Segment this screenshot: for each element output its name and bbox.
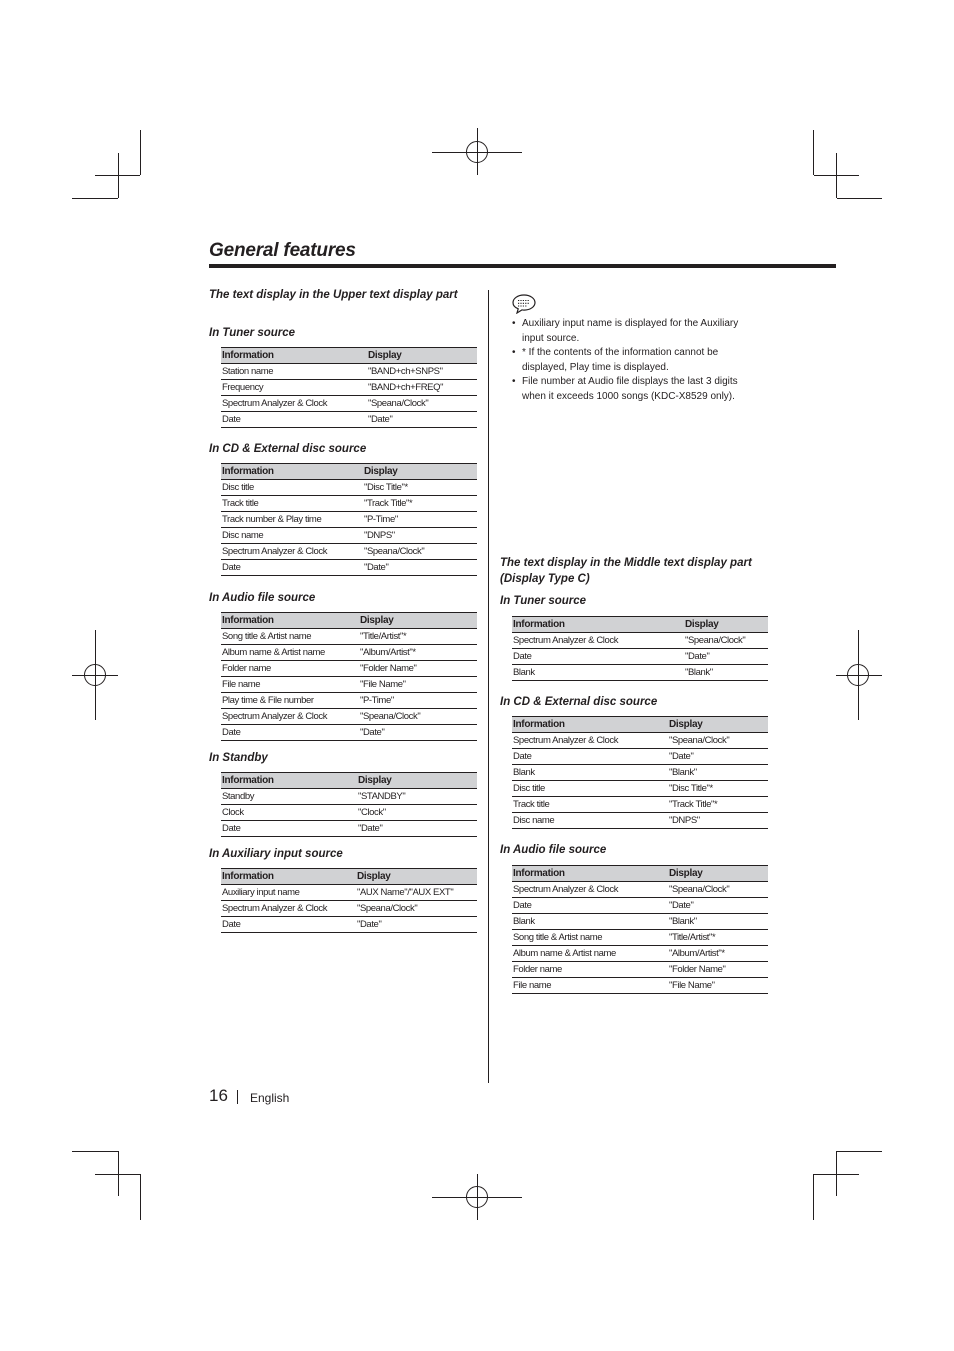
column-header-display: Display (684, 617, 768, 633)
column-header-information: Information (221, 773, 357, 789)
table-row (221, 885, 477, 901)
cell-information: Disc title (221, 480, 363, 496)
upper-display-heading: The text display in the Upper text display part (209, 289, 458, 301)
middle-tuner-table (512, 616, 768, 681)
table-row (221, 709, 477, 725)
cell-information: Spectrum Analyzer & Clock (221, 396, 367, 412)
note-icon (512, 294, 536, 319)
table-row (512, 978, 768, 994)
cell-information: Date (221, 917, 356, 933)
cell-display: "Speana/Clock" (363, 544, 477, 560)
table-row (221, 512, 477, 528)
cell-information: Frequency (221, 380, 367, 396)
cell-display: "Speana/Clock" (367, 396, 477, 412)
table-header-row (512, 866, 768, 882)
table-header-row (221, 613, 477, 629)
table-header-row (221, 464, 477, 480)
column-header-information: Information (512, 866, 668, 882)
table-row (512, 649, 768, 665)
upper-standby-table (221, 772, 477, 837)
cell-information: Play time & File number (221, 693, 359, 709)
cell-information: Blank (512, 765, 668, 781)
cell-information: File name (221, 677, 359, 693)
cell-display: "Date" (363, 560, 477, 576)
cell-information: Date (221, 725, 359, 741)
cell-display: "Title/Artist"* (359, 629, 477, 645)
table-row (221, 560, 477, 576)
cell-display: "Disc Title"* (668, 781, 768, 797)
cell-display: "P-Time" (363, 512, 477, 528)
table-row (221, 677, 477, 693)
table-row (221, 528, 477, 544)
page-number: 16 (209, 1086, 228, 1105)
cell-information: Folder name (512, 962, 668, 978)
cell-information: Disc title (512, 781, 668, 797)
cell-information: Standby (221, 789, 357, 805)
cell-information: Track title (512, 797, 668, 813)
note-item: • * If the contents of the information cannot be displayed, Play time is displayed. (512, 347, 719, 373)
cell-information: Spectrum Analyzer & Clock (221, 901, 356, 917)
cell-display: "BAND+ch+SNPS" (367, 364, 477, 380)
cell-information: Album name & Artist name (221, 645, 359, 661)
table-row (512, 914, 768, 930)
table-row (512, 946, 768, 962)
cell-display: "Blank" (668, 765, 768, 781)
cell-information: Spectrum Analyzer & Clock (512, 633, 684, 649)
table-title: In Tuner source (500, 595, 587, 607)
table-row (512, 962, 768, 978)
table-row (512, 797, 768, 813)
table-row (512, 930, 768, 946)
column-header-information: Information (221, 348, 367, 364)
cell-display: "Date" (356, 917, 477, 933)
notes-list (512, 317, 752, 404)
middle-audio-table (512, 865, 768, 994)
cell-display: "Folder Name" (668, 962, 768, 978)
table-row (221, 364, 477, 380)
cell-display: "Track Title"* (363, 496, 477, 512)
column-header-display: Display (357, 773, 477, 789)
table-row (512, 882, 768, 898)
table-row (221, 821, 477, 837)
cell-information: Spectrum Analyzer & Clock (512, 882, 668, 898)
cell-information: Date (221, 412, 367, 428)
table-title: In Audio file source (209, 592, 316, 604)
cell-information: Folder name (221, 661, 359, 677)
cell-information: Spectrum Analyzer & Clock (221, 709, 359, 725)
cell-information: Spectrum Analyzer & Clock (221, 544, 363, 560)
table-row (221, 480, 477, 496)
cell-information: Track title (221, 496, 363, 512)
table-title: In Tuner source (209, 327, 296, 339)
table-title: In Standby (209, 752, 268, 764)
column-divider (488, 290, 489, 1083)
column-header-display: Display (363, 464, 477, 480)
cell-display: "Clock" (357, 805, 477, 821)
cell-display: "Date" (668, 898, 768, 914)
cell-display: "Date" (668, 749, 768, 765)
table-title: In CD & External disc source (500, 696, 658, 708)
column-header-display: Display (359, 613, 477, 629)
cell-information: Date (512, 749, 668, 765)
table-header-row (512, 617, 768, 633)
column-header-display: Display (367, 348, 477, 364)
table-row (512, 765, 768, 781)
middle-display-heading: The text display in the Middle text display part (Display Type C) (500, 557, 752, 585)
table-row (221, 645, 477, 661)
table-header-row (221, 869, 477, 885)
cell-display: "Speana/Clock" (359, 709, 477, 725)
upper-cd-table (221, 463, 477, 576)
cell-information: File name (512, 978, 668, 994)
upper-tuner-table (221, 347, 477, 428)
cell-display: "Date" (357, 821, 477, 837)
column-header-information: Information (512, 617, 684, 633)
column-header-information: Information (221, 613, 359, 629)
cell-display: "Disc Title"* (363, 480, 477, 496)
table-row (221, 412, 477, 428)
cell-information: Spectrum Analyzer & Clock (512, 733, 668, 749)
cell-information: Song title & Artist name (512, 930, 668, 946)
cell-display: "Blank" (684, 665, 768, 681)
column-header-display: Display (668, 717, 768, 733)
table-row (512, 733, 768, 749)
table-row (512, 749, 768, 765)
table-row (221, 725, 477, 741)
cell-display: "P-Time" (359, 693, 477, 709)
cell-display: "Speana/Clock" (668, 733, 768, 749)
table-row (221, 496, 477, 512)
upper-audio-table (221, 612, 477, 741)
note-item: • File number at Audio file displays the last 3 digits when it exceeds 1000 songs (KDC-X8529 only). (512, 376, 738, 402)
cell-display: "STANDBY" (357, 789, 477, 805)
cell-display: "DNPS" (668, 813, 768, 829)
title-rule (209, 264, 836, 268)
table-header-row (221, 348, 477, 364)
cell-display: "Album/Artist"* (359, 645, 477, 661)
cell-display: "AUX Name"/"AUX EXT" (356, 885, 477, 901)
table-row (221, 544, 477, 560)
table-row (512, 898, 768, 914)
cell-display: "Speana/Clock" (684, 633, 768, 649)
cell-display: "DNPS" (363, 528, 477, 544)
table-title: In Auxiliary input source (209, 848, 343, 860)
note-item: • Auxiliary input name is displayed for the Auxiliary input source. (512, 318, 739, 344)
cell-information: Blank (512, 914, 668, 930)
cell-information: Blank (512, 665, 684, 681)
table-row (221, 629, 477, 645)
table-row (221, 396, 477, 412)
cell-display: "Folder Name" (359, 661, 477, 677)
cell-information: Date (512, 898, 668, 914)
middle-cd-table (512, 716, 768, 829)
page-title: General features (209, 240, 356, 261)
table-row (512, 813, 768, 829)
table-title: In Audio file source (500, 844, 607, 856)
cell-information: Station name (221, 364, 367, 380)
column-header-information: Information (512, 717, 668, 733)
table-header-row (512, 717, 768, 733)
cell-information: Disc name (512, 813, 668, 829)
cell-display: "Blank" (668, 914, 768, 930)
cell-display: "Album/Artist"* (668, 946, 768, 962)
cell-display: "Title/Artist"* (668, 930, 768, 946)
column-header-information: Information (221, 869, 356, 885)
column-header-display: Display (668, 866, 768, 882)
table-row (221, 661, 477, 677)
cell-display: "Speana/Clock" (356, 901, 477, 917)
table-row (512, 781, 768, 797)
cell-display: "Date" (367, 412, 477, 428)
cell-display: "BAND+ch+FREQ" (367, 380, 477, 396)
cell-information: Date (512, 649, 684, 665)
cell-information: Album name & Artist name (512, 946, 668, 962)
cell-information: Clock (221, 805, 357, 821)
table-row (512, 665, 768, 681)
cell-display: "File Name" (359, 677, 477, 693)
cell-display: "Speana/Clock" (668, 882, 768, 898)
table-row (221, 380, 477, 396)
page-language: English (250, 1091, 290, 1105)
table-row (221, 901, 477, 917)
cell-information: Date (221, 560, 363, 576)
column-header-information: Information (221, 464, 363, 480)
table-row (221, 917, 477, 933)
page-number-separator (237, 1090, 238, 1104)
cell-display: "Date" (359, 725, 477, 741)
table-row (221, 789, 477, 805)
cell-information: Track number & Play time (221, 512, 363, 528)
table-row (221, 693, 477, 709)
cell-display: "File Name" (668, 978, 768, 994)
cell-information: Disc name (221, 528, 363, 544)
table-row (512, 633, 768, 649)
cell-information: Date (221, 821, 357, 837)
cell-information: Auxiliary input name (221, 885, 356, 901)
table-title: In CD & External disc source (209, 443, 367, 455)
cell-display: "Track Title"* (668, 797, 768, 813)
table-header-row (221, 773, 477, 789)
upper-aux-table (221, 868, 477, 933)
cell-display: "Date" (684, 649, 768, 665)
column-header-display: Display (356, 869, 477, 885)
table-row (221, 805, 477, 821)
cell-information: Song title & Artist name (221, 629, 359, 645)
